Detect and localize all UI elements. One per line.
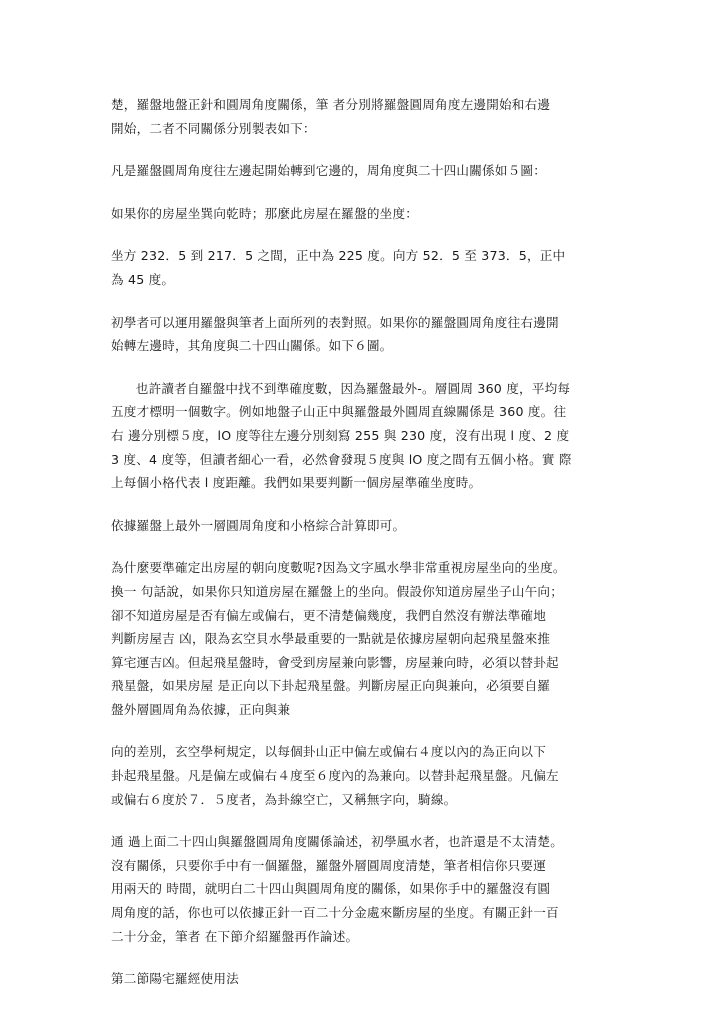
text-line: 卻不知道房屋是否有偏左或偏右，更不清楚偏幾度，我們自然沒有辦法準確地 [111,607,546,623]
text-line: 五度才標明一個數字。例如地盤子山正中與羅盤最外圓周直線關係是 360 度。往 [111,404,567,420]
paragraph-compass-intro [111,93,641,140]
text-line: 楚，羅盤地盤正針和圓周角度關係，筆 者分別將羅盤圓周角度左邊開始和右邊 [111,97,551,112]
text-line: 上每個小格代表 l 度距離。我們如果要判斷一個房屋準確坐度時。 [111,475,482,491]
text-line: 算宅運吉凶。但起飛星盤時，會受到房屋兼向影響，房屋兼向時，必須以替卦起 [111,654,559,670]
text-line: 二十分金，筆者 在下節介紹羅盤再作論述。 [111,928,359,944]
text-line: 周角度的話，你也可以依據正針一百二十分金處來斷房屋的坐度。有關正針一百 [111,905,559,921]
text-line: 通 過上面二十四山與羅盤圓周角度關係論述，初學風水者，也許還是不太清楚。 [111,834,563,850]
text-line: 開始，二者不同關係分別製表如下： [111,120,316,136]
text-line: 飛星盤，如果房屋 是正向以下卦起飛星盤。判斷房屋正向與兼向，必須要自羅 [111,678,551,694]
document-body [111,93,641,1010]
text-line: 卦起飛星盤。凡是偏左或偏右４度至６度內的為兼向。以替卦起飛星盤。凡偏左 [111,768,559,784]
text-line: 第二節陽宅羅經使用法 [111,971,239,987]
text-line: 向的差別，玄空學柯規定，以每個卦山正中偏左或偏右４度以內的為正向以下 [111,744,546,760]
paragraph-right-rotation [111,311,641,358]
text-line: 坐方 232．5 到 217．5 之間，正中為 225 度。向方 52．5 至 373．5，正中 [111,248,566,264]
text-line: 盤外層圓周角為依據，正向與兼 [111,701,291,717]
text-line: 為 45 度。 [111,271,175,287]
text-line: 右 邊分別標５度，lO 度等往左邊分別刻寫 255 與 230 度，沒有出現 l 度、2 度 [111,427,570,443]
paragraph-xun-qian-example [111,202,641,226]
text-line: 判斷房屋吉 凶，限為玄空貝水學最重要的一點就是依據房屋朝向起飛星盤來推 [111,631,551,647]
paragraph-left-rotation [111,159,641,183]
paragraph-direct-vs-combined [111,740,641,811]
text-line: 3 度、4 度等，但讀者細心一看，必然會發現５度與 lO 度之間有五個小格。實 際 [111,451,572,467]
paragraph-degree-range [111,244,641,291]
text-line: 為什麼要準確定出房屋的朝向度數呢?因為文字風水學非常重視房屋坐向的坐度。 [111,560,566,576]
text-line: 始轉左邊時，其角度與二十四山關係。如下６圖。 [111,338,393,354]
text-line: 沒有關係，只要你手中有一個羅盤，羅盤外層圓周度清楚，筆者相信你只要運 [111,857,546,873]
text-line: 如果你的房屋坐巽向乾時；那麼此房屋在羅盤的坐度： [111,205,419,221]
text-line: 初學者可以運用羅盤與筆者上面所列的表對照。如果你的羅盤圓周角度往右邊開 [111,314,559,330]
paragraph-calculation-method [111,514,641,538]
text-line: 或偏右６度於７．５度者，為卦線空亡，又稱無字向，騎線。 [111,791,457,807]
paragraph-summary [111,830,641,948]
paragraph-outer-ring-degrees [111,377,641,495]
text-line: 依據羅盤上最外一層圓周角度和小格綜合計算即可。 [111,517,406,533]
text-line: 凡是羅盤圓周角度往左邊起開始轉到它邊的，周角度與二十四山關係如５圖： [111,163,546,179]
text-line: 也許讀者自羅盤中找不到準確度數，因為羅盤最外-。層圓周 360 度，平均每 [123,380,571,396]
paragraph-why-exact-degree [111,556,641,721]
section-heading [111,967,641,991]
text-line: 用兩天的 時間，就明白二十四山與圓周角度的關係，如果你手中的羅盤沒有圓 [111,881,551,897]
text-line: 換一 句話說，如果你只知道房屋在羅盤上的坐向。假設你知道房屋坐子山午向； [111,583,563,599]
